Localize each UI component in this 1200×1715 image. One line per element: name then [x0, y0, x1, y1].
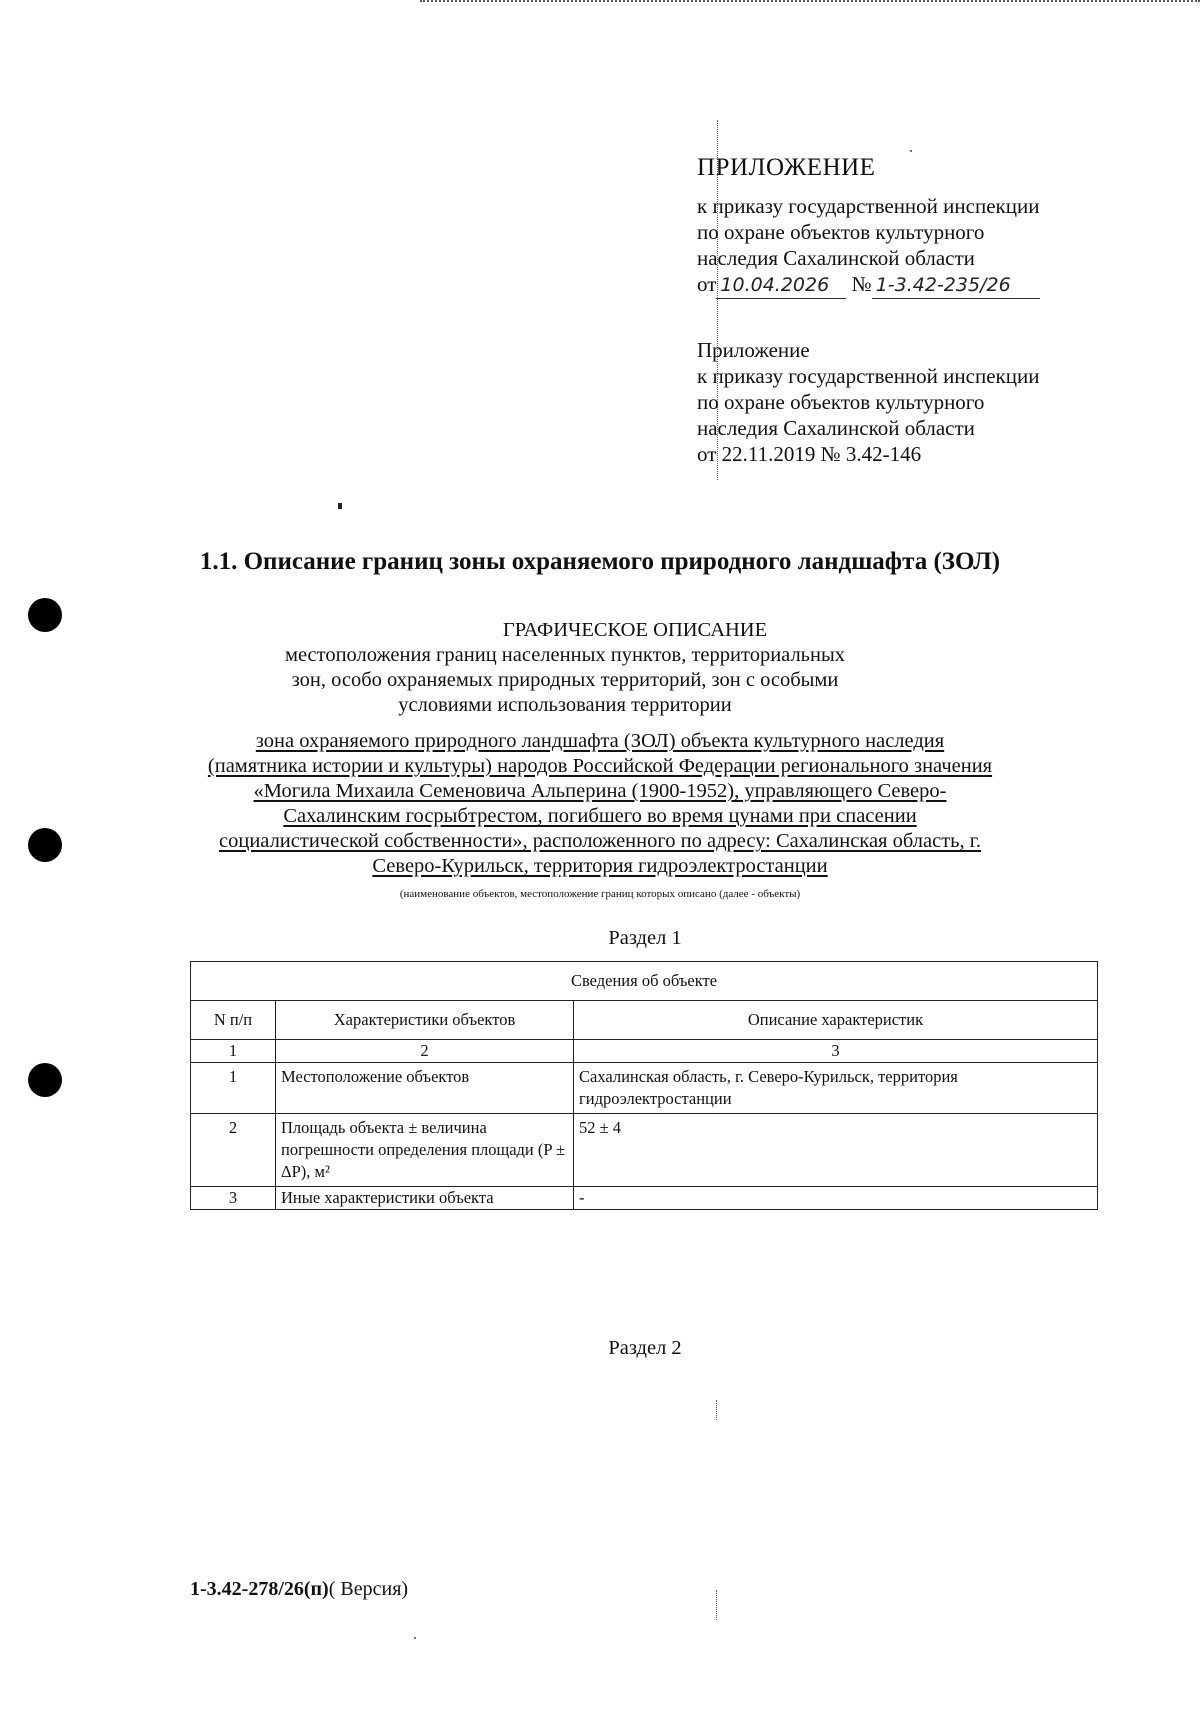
appendix-previous [697, 337, 1039, 467]
table-header-row [191, 1001, 1098, 1040]
object-name-line: социалистической собственности», расположенного по адресу: Сахалинская область, г. [219, 830, 981, 852]
graphic-description-line: местоположения границ населенных пунктов, территориальных [284, 644, 846, 666]
column-number: 3 [574, 1040, 1098, 1063]
appendix-line: по охране объектов культурного [697, 390, 985, 414]
header-number: N п/п [191, 1001, 276, 1040]
header-characteristics: Характеристики объектов [276, 1001, 574, 1040]
appendix-date-line: от 22.11.2019 № 3.42-146 [697, 442, 922, 466]
section-title: 1.1. Описание границ зоны охраняемого природного ландшафта (ЗОЛ) [199, 548, 1001, 575]
appendix-line: к приказу государственной инспекции [697, 194, 1040, 218]
table-row [191, 1187, 1098, 1210]
table-title-row [191, 962, 1098, 1001]
appendix-title: ПРИЛОЖЕНИЕ [697, 154, 876, 181]
graphic-description-line: зон, особо охраняемых природных территорий, зон с особыми [291, 669, 839, 691]
scan-top-border [420, 0, 1200, 2]
document-footer [190, 1578, 408, 1601]
row-value: 52 ± 4 [574, 1114, 1098, 1187]
handwritten-number: 1-3.42-235/26 [872, 272, 1040, 299]
appendix-title: Приложение [697, 338, 810, 362]
appendix-line: по охране объектов культурного [697, 220, 985, 244]
appendix-date-line [697, 271, 1040, 299]
scan-speck [414, 1637, 416, 1639]
header-description: Описание характеристик [574, 1001, 1098, 1040]
row-value: Сахалинская область, г. Северо-Курильск, территория гидроэлектростанции [574, 1063, 1098, 1114]
row-number: 2 [191, 1114, 276, 1187]
section-1-label: Раздел 1 [608, 927, 682, 949]
column-number: 1 [191, 1040, 276, 1063]
object-name-caption: (наименование объектов, местоположение границ которых описано (далее - объекты) [399, 888, 801, 900]
row-characteristic: Местоположение объектов [276, 1063, 574, 1114]
handwritten-date: 10.04.2026 [716, 272, 846, 299]
punch-hole [28, 1063, 62, 1097]
column-number: 2 [276, 1040, 574, 1063]
table-row [191, 1114, 1098, 1187]
graphic-description-heading: ГРАФИЧЕСКОЕ ОПИСАНИЕ [502, 619, 768, 641]
number-prefix: № [851, 272, 872, 296]
scan-speck [338, 503, 342, 509]
appendix-current [697, 155, 1040, 299]
section-2-label: Раздел 2 [608, 1337, 682, 1359]
scan-fold-line [716, 1400, 717, 1420]
row-number: 3 [191, 1187, 276, 1210]
table-row [191, 1063, 1098, 1114]
object-info-table [190, 961, 1098, 1210]
object-name-line: Сахалинским госрыбтрестом, погибшего во время цунами при спасении [283, 805, 917, 827]
date-prefix: от [697, 272, 717, 296]
scan-fold-line [716, 1590, 717, 1620]
footer-code: 1-3.42-278/26(п) [190, 1578, 329, 1600]
row-characteristic: Иные характеристики объекта [276, 1187, 574, 1210]
object-name-line: Северо-Курильск, территория гидроэлектростанции [372, 855, 828, 877]
table-title: Сведения об объекте [191, 962, 1098, 1001]
object-name-line: «Могила Михаила Семеновича Альперина (1900-1952), управляющего Северо- [253, 780, 947, 802]
row-characteristic: Площадь объекта ± величина погрешности определения площади (P ± ΔP), м² [276, 1114, 574, 1187]
table-numbering-row [191, 1040, 1098, 1063]
graphic-description [0, 618, 1200, 718]
row-number: 1 [191, 1063, 276, 1114]
graphic-description-line: условиями использования территории [398, 694, 732, 716]
object-name-line: (памятника истории и культуры) народов Российской Федерации регионального значения [207, 755, 993, 777]
appendix-line: наследия Сахалинской области [697, 416, 975, 440]
appendix-line: к приказу государственной инспекции [697, 364, 1040, 388]
scan-speck [910, 150, 912, 152]
footer-version: ( Версия) [328, 1578, 409, 1600]
appendix-line: наследия Сахалинской области [697, 246, 975, 270]
object-name-line: зона охраняемого природного ландшафта (ЗОЛ) объекта культурного наследия [255, 730, 945, 752]
row-value: - [574, 1187, 1098, 1210]
object-name-block [55, 729, 1145, 907]
